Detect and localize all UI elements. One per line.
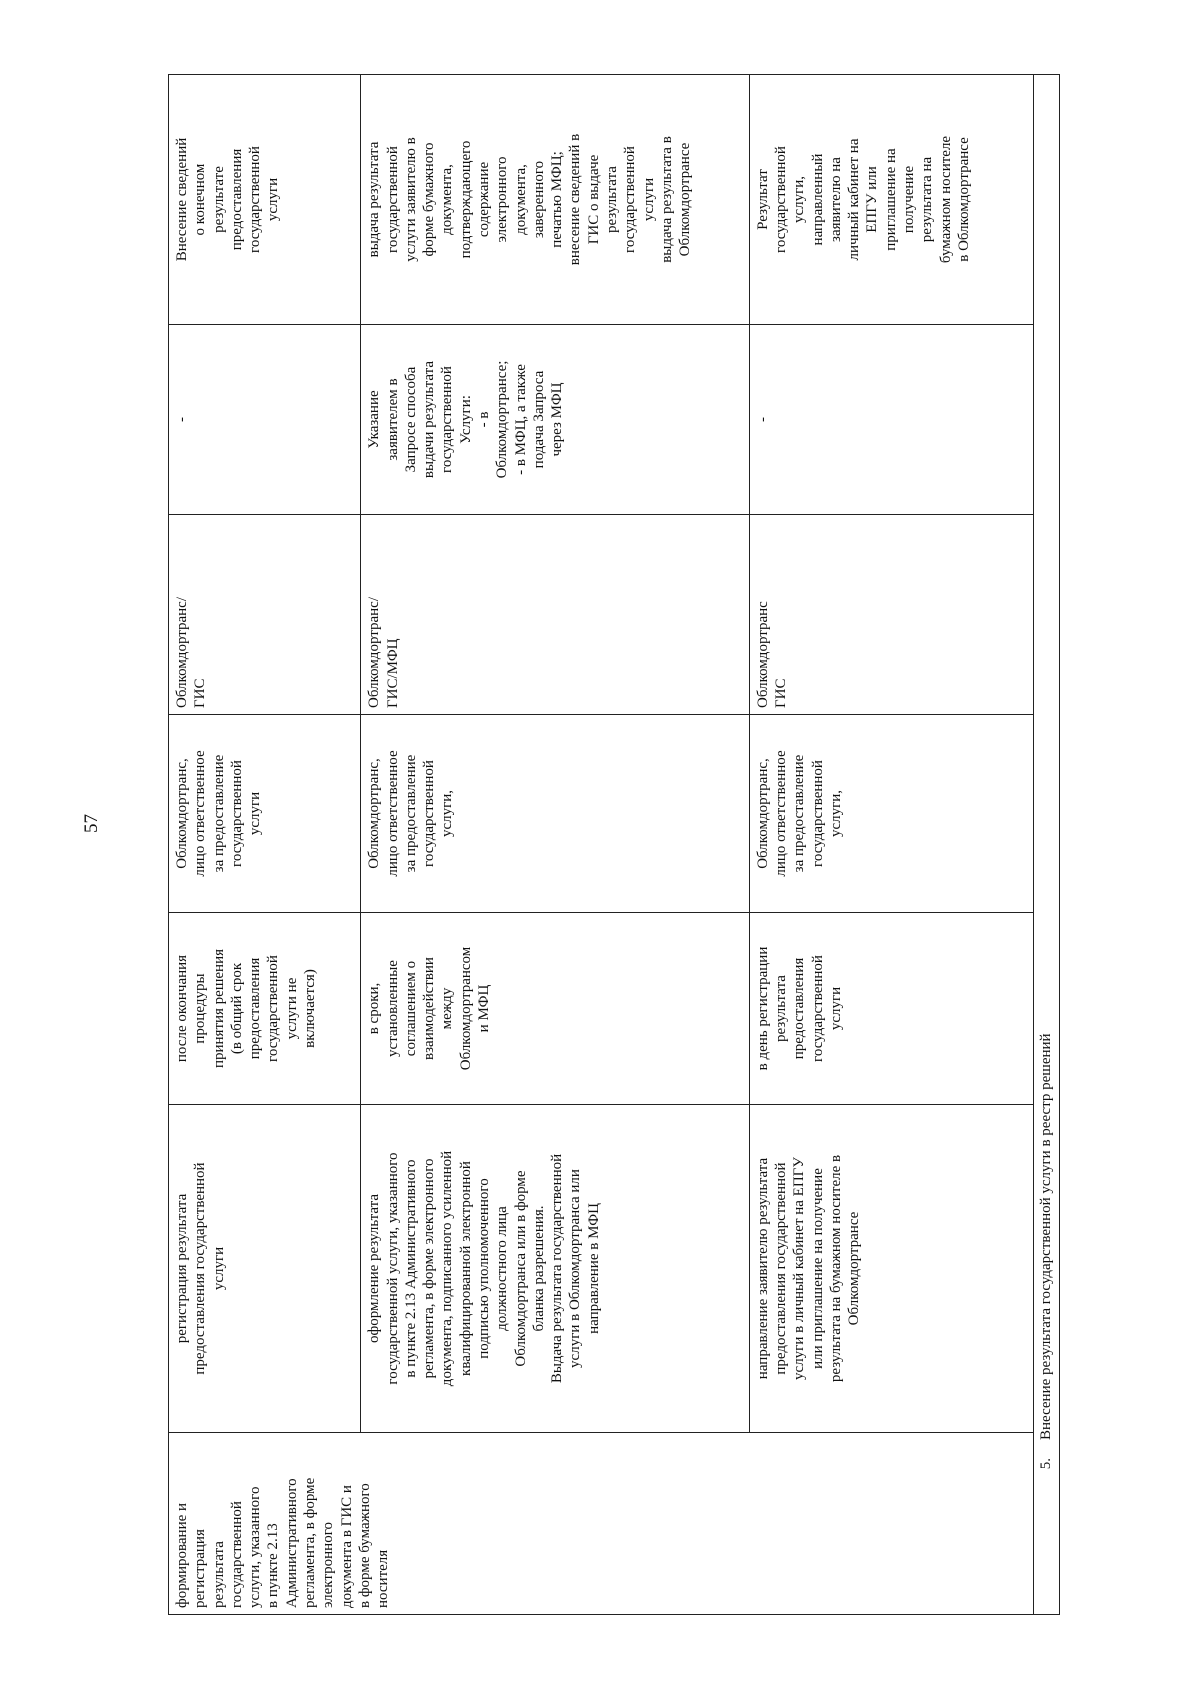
action-content-cell: регистрация результата предоставления государственной услуги [169, 1105, 361, 1433]
result-cell: выдача результата государственной услуги заявителю в форме бумажного документа, подтверждающего содержание электронного документа, заверенного печатью МФЦ; внесение сведений в ГИС о выдаче результата государственной услуги выдача результата в Облкомдортрансе [361, 75, 749, 325]
result-cell: Результат государственной услуги, направленный заявителю на личный кабинет на ЕПГУ или приглашение на получение результата на бумажном носителе в Облкомдортрансе [749, 75, 1033, 325]
section-title: Внесение результата государственной услуги в реестр решений [1038, 1033, 1055, 1440]
decision-criteria-cell: - [749, 325, 1033, 515]
deadline-cell: после окончания процедуры принятия решения (в общий срок предоставления государственной услуги не включается) [169, 913, 361, 1105]
result-cell: Внесение сведений о конечном результате предоставления государственной услуги [169, 75, 361, 325]
action-content-cell: направление заявителю результата предоставления государственной услуги в личный кабинет на ЕПГУ или приглашение на получение результата на бумажном носителе в Облкомдортрансе [749, 1105, 1033, 1433]
responsible-official-cell: Облкомдортранс, лицо ответственное за предоставление государственной услуги, [749, 715, 1033, 913]
table-row [361, 75, 749, 1615]
responsible-official-cell: Облкомдортранс, лицо ответственное за предоставление государственной услуги [169, 715, 361, 913]
decision-criteria-cell: - [169, 325, 361, 515]
resources-cell: Облкомдортранс ГИС [749, 515, 1033, 715]
table-row [749, 75, 1033, 1615]
section-heading [1033, 75, 1059, 1615]
action-content-cell: оформление результата государственной услуги, указанного в пункте 2.13 Административного регламента, в форме электронного документа, подписанного усиленной квалифицированной электронной подписью уполномоченного должностного лица Облкомдортранса или в форме бланка разрешения. Выдача результата государственной услуги в Облкомдортранса или направление в МФЦ [361, 1105, 749, 1433]
deadline-cell: в день регистрации результата предоставления государственной услуги [749, 913, 1033, 1105]
section-heading-row [1033, 75, 1059, 1615]
procedure-name-cell: формирование и регистрация результата государственной услуги, указанного в пункте 2.13 Административного регламента, в форме электронного документа в ГИС и в форме бумажного носителя [169, 1433, 1034, 1615]
section-number: 5. [1038, 1458, 1055, 1470]
responsible-official-cell: Облкомдортранс, лицо ответственное за предоставление государственной услуги, [361, 715, 749, 913]
decision-criteria-cell: Указание заявителем в Запросе способа выдачи результата государственной Услуги: - в Облкомдортрансе; - в МФЦ, а также подача Запроса через МФЦ [361, 325, 749, 515]
table-row [169, 75, 361, 1615]
resources-cell: Облкомдортранс/ ГИС/МФЦ [361, 515, 749, 715]
procedure-table [168, 74, 1060, 1615]
rotated-table-container [168, 75, 1060, 1615]
page-number: 57 [81, 814, 102, 833]
resources-cell: Облкомдортранс/ ГИС [169, 515, 361, 715]
deadline-cell: в сроки, установленные соглашением о взаимодействии между Облкомдортрансом и МФЦ [361, 913, 749, 1105]
